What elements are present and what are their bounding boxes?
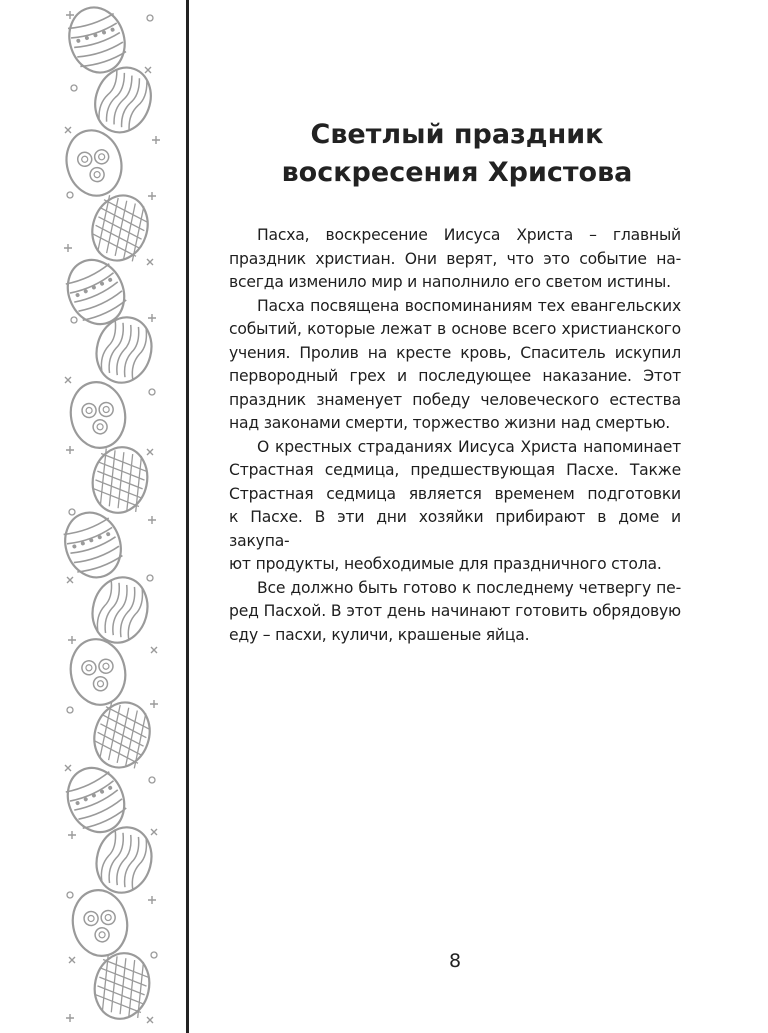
text-line: Страстная седмица, предшествующая Пасхе. Также <box>229 461 681 479</box>
page-number: 8 <box>448 950 462 972</box>
text-line: ред Пасхой. В этот день начинают готовить обрядовую <box>229 602 681 620</box>
plus-decoration <box>68 636 76 644</box>
easter-egg-icon <box>86 695 158 774</box>
plus-decoration <box>148 896 156 904</box>
cross-decoration <box>147 1017 153 1023</box>
cross-decoration <box>147 449 153 455</box>
text-line: первородный грех и последующее наказание. Этот <box>229 367 681 385</box>
plus-decoration <box>68 831 76 839</box>
title-line-1: Светлый праздник <box>310 119 604 150</box>
dot-decoration <box>147 575 153 581</box>
text-line: всегда изменило мир и наполнило его светом истины. <box>229 273 671 291</box>
easter-egg-icon <box>89 311 158 389</box>
text-line: праздник христиан. Они верят, что это событие на- <box>229 249 681 268</box>
plus-decoration <box>66 446 74 454</box>
text-line: О крестных страданиях Иисуса Христа напоминает <box>257 437 681 456</box>
plus-decoration <box>150 700 158 708</box>
easter-egg-icon <box>68 886 133 960</box>
cross-decoration <box>69 957 75 963</box>
cross-decoration <box>65 765 71 771</box>
dot-decoration <box>147 15 153 21</box>
plus-decoration <box>64 244 72 252</box>
text-line: к Пасхе. В эти дни хозяйки прибирают в доме и закупа- <box>229 508 681 550</box>
text-line: еду – пасхи, куличи, крашеные яйца. <box>229 625 530 644</box>
cross-decoration <box>65 377 71 383</box>
cross-decoration <box>147 259 153 265</box>
dot-decoration <box>71 85 77 91</box>
dot-decoration <box>149 389 155 395</box>
paragraph-4 <box>229 577 681 648</box>
easter-egg-icon <box>89 948 156 1024</box>
easter-egg-icon <box>66 378 131 452</box>
dot-decoration <box>67 707 73 713</box>
dot-decoration <box>71 317 77 323</box>
paragraph-3 <box>229 436 681 577</box>
easter-egg-icon <box>65 634 132 710</box>
article-body <box>229 224 681 647</box>
plus-decoration <box>148 314 156 322</box>
plus-decoration <box>66 1014 74 1022</box>
cross-decoration <box>65 127 71 133</box>
title-line-2: воскресения Христова <box>281 157 633 188</box>
plus-decoration <box>148 192 156 200</box>
plus-decoration <box>152 136 160 144</box>
text-line: Пасха, воскресение Иисуса Христа – главный <box>257 226 681 244</box>
easter-egg-icon <box>58 251 135 334</box>
text-line: Все должно быть готово к последнему четвергу пе- <box>257 578 681 597</box>
decorative-margin <box>0 0 186 1033</box>
dot-decoration <box>67 192 73 198</box>
text-line: праздник знаменует победу человеческого естества <box>229 390 681 409</box>
dot-decoration <box>149 777 155 783</box>
cross-decoration <box>67 577 73 583</box>
easter-egg-icon <box>84 188 156 267</box>
easter-egg-icon <box>59 124 128 202</box>
text-line: учения. Пролив на кресте кровь, Спаситель искупил <box>229 343 681 362</box>
easter-egg-icon <box>87 442 154 518</box>
plus-decoration <box>66 11 74 19</box>
text-line: ют продукты, необходимые для праздничного стола. <box>229 555 662 573</box>
easter-egg-icon <box>85 571 154 649</box>
cross-decoration <box>151 829 157 835</box>
easter-eggs-illustration <box>0 0 186 1033</box>
margin-divider <box>186 0 189 1033</box>
text-line: Пасха посвящена воспоминаниям тех евангельских <box>257 296 681 315</box>
text-line: Страстная седмица является временем подготовки <box>229 484 681 503</box>
easter-egg-icon <box>56 505 129 585</box>
text-line: событий, которые лежат в основе всего христианского <box>229 320 681 338</box>
easter-egg-icon <box>58 759 135 842</box>
dot-decoration <box>67 892 73 898</box>
paragraph-1 <box>229 224 681 295</box>
text-line: над законами смерти, торжество жизни над смертью. <box>229 414 671 432</box>
plus-decoration <box>148 516 156 524</box>
cross-decoration <box>151 647 157 653</box>
dot-decoration <box>69 509 75 515</box>
dot-decoration <box>151 952 157 958</box>
paragraph-2 <box>229 295 681 436</box>
page-title <box>232 116 682 192</box>
cross-decoration <box>145 67 151 73</box>
